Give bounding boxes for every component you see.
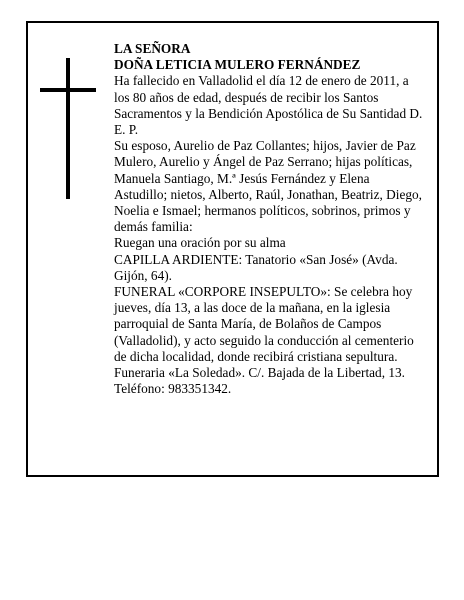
cross-icon — [40, 58, 96, 199]
deceased-name: DOÑA LETICIA MULERO FERNÁNDEZ — [114, 57, 361, 73]
chapel-info: CAPILLA ARDIENTE: Tanatorio «San José» (Avda. Gijón, 64). — [114, 251, 398, 283]
prayer-request: Ruegan una oración por su alma — [114, 235, 286, 251]
notice-title: LA SEÑORA — [114, 41, 191, 56]
death-announcement: Ha fallecido en Valladolid el día 12 de enero de 2011, a los 80 años de edad, después de recibir los Santos Sacramentos y la Bendición Apostólica de Su Santidad D. E. P. — [114, 73, 423, 138]
family-list: Su esposo, Aurelio de Paz Collantes; hijos, Javier de Paz Mulero, Aurelio y Ángel de Paz Serrano; hijas políticas, Manuela Santiago, M.ª Jesús Fernández y Elena Astudillo; nietos, Alberto, Raúl, Jonathan, Beatriz, Diego, Noelia e Ismael; hermanos políticos, sobrinos, primos y demás familia: — [114, 138, 422, 235]
obituary-notice — [26, 21, 439, 477]
notice-text — [114, 41, 424, 397]
funeral-info: FUNERAL «CORPORE INSEPULTO»: Se celebra hoy jueves, día 13, a las doce de la mañana, en la iglesia parroquial de Santa María, de Bolaños de Campos (Valladolid), y acto seguido la conducción al cementerio de dicha localidad, donde recibirá cristiana sepultura. — [114, 284, 414, 364]
funeral-home-info: Funeraria «La Soledad». C/. Bajada de la Libertad, 13. Teléfono: 983351342. — [114, 365, 405, 397]
